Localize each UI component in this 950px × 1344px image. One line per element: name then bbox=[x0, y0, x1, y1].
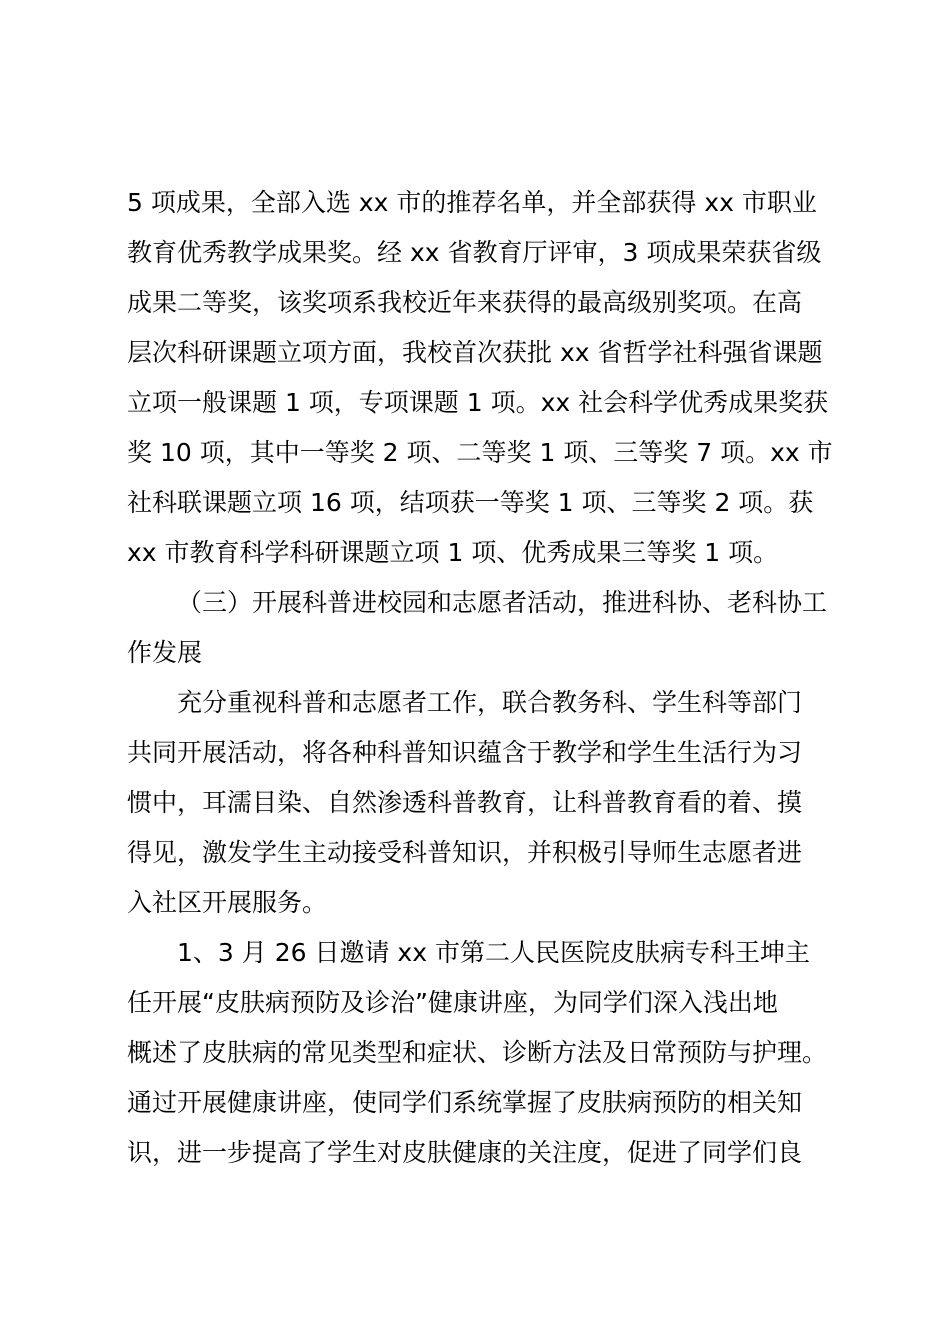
text-line: 惯中，耳濡目染、自然渗透科普教育，让科普教育看的着、摸 bbox=[127, 788, 803, 817]
text-line: 层次科研课题立项方面，我校首次获批 xx 省哲学社科强省课题 bbox=[127, 338, 823, 367]
text-line: 立项一般课题 1 项，专项课题 1 项。xx 社会科学优秀成果奖获 bbox=[127, 388, 829, 417]
text-line: 任开展“皮肤病预防及诊治”健康讲座，为同学们深入浅出地 bbox=[127, 988, 778, 1017]
text-line: 概述了皮肤病的常见类型和症状、诊断方法及日常预防与护理。 bbox=[127, 1038, 828, 1067]
text-line: 5 项成果，全部入选 xx 市的推荐名单，并全部获得 xx 市职业 bbox=[127, 188, 817, 217]
text-line: 通过开展健康讲座，使同学们系统掌握了皮肤病预防的相关知 bbox=[127, 1088, 803, 1117]
text-line: xx 市教育科学科研课题立项 1 项、优秀成果三等奖 1 项。 bbox=[127, 538, 779, 567]
text-line: 奖 10 项，其中一等奖 2 项、二等奖 1 项、三等奖 7 项。xx 市 bbox=[127, 438, 833, 467]
section-heading-continued: 作发展 bbox=[127, 638, 203, 667]
text-line: 得见，激发学生主动接受科普知识，并积极引导师生志愿者进 bbox=[127, 838, 803, 867]
text-line: 共同开展活动，将各种科普知识蕴含于教学和学生生活行为习 bbox=[127, 738, 803, 767]
text-line: 识，进一步提高了学生对皮肤健康的关注度，促进了同学们良 bbox=[127, 1138, 803, 1167]
text-line: 成果二等奖，该奖项系我校近年来获得的最高级别奖项。在高 bbox=[127, 288, 803, 317]
list-item-start: 1、3 月 26 日邀请 xx 市第二人民医院皮肤病专科王坤主 bbox=[177, 938, 810, 967]
text-line: 教育优秀教学成果奖。经 xx 省教育厅评审，3 项成果荣获省级 bbox=[127, 238, 822, 267]
section-heading: （三）开展科普进校园和志愿者活动，推进科协、老科协工 bbox=[177, 588, 828, 617]
text-line: 社科联课题立项 16 项，结项获一等奖 1 项、三等奖 2 项。获 bbox=[127, 488, 814, 517]
text-line: 入社区开展服务。 bbox=[127, 888, 328, 917]
paragraph-start: 充分重视科普和志愿者工作，联合教务科、学生科等部门 bbox=[177, 688, 803, 717]
